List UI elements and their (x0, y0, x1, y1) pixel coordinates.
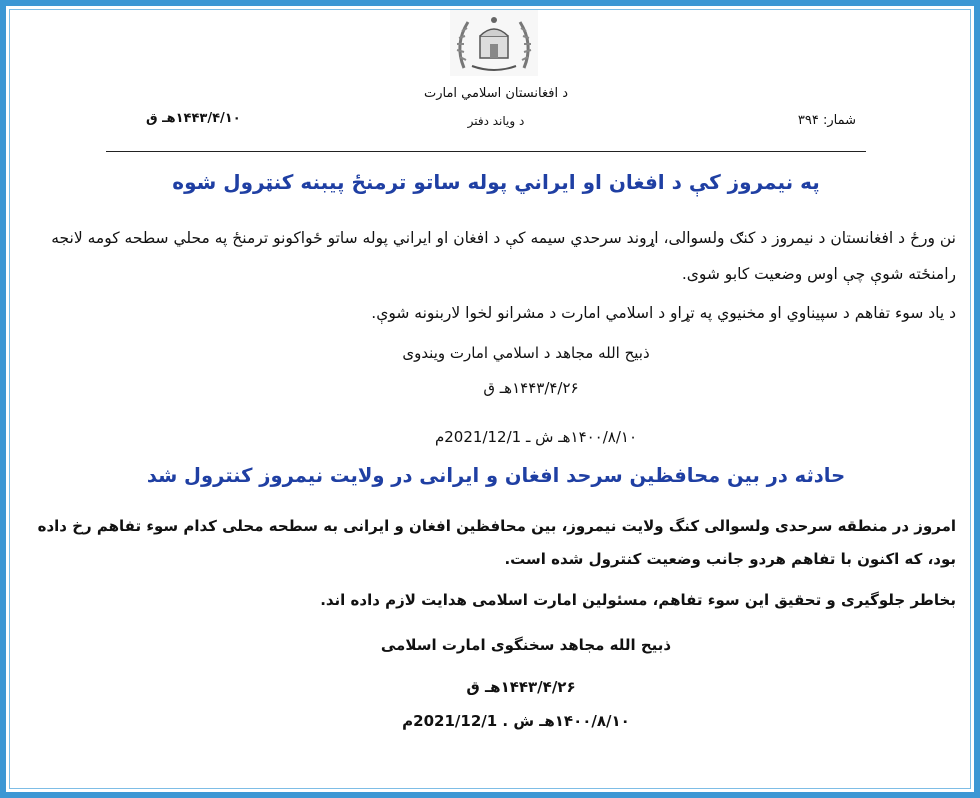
pashto-paragraph-1: نن ورځ د افغانستان د نيمروز د کنګ ولسوالی، اړوند سرحدي سيمه کې د افغان او ايراني پوله ساتو ځواکونو ترمنځ په محلي سطحه کومه لانجه رامنځته شوې چې اوس وضعيت کابو شوی. (51, 229, 956, 283)
office-name: د وياند دفتر (467, 114, 525, 128)
header-divider (106, 151, 866, 152)
document-number: شمار: ۳۹۴ (797, 113, 856, 128)
dari-date-solar: ۱۴۰۰/۸/۱۰هـ ش . 2021/12/1م (402, 712, 630, 730)
pashto-paragraph-2: د یاد سوء تفاهم د سپيناوي او مخنيوي په تړاو د اسلامي امارت د مشرانو لخوا لاربنونه شوې. (371, 304, 956, 322)
pashto-date-hijri: ۱۴۴۳/۴/۲۶هـ ق (483, 379, 579, 397)
pashto-signature: ذبيح الله مجاهد د اسلامي امارت ويندوی (402, 344, 650, 362)
pashto-title: په نیمروز کې د افغان او ایراني پوله ساتو ترمنځ پیبنه کنټرول شوه (172, 170, 820, 194)
dari-title: حادثه در بين محافظين سرحد افغان و ايرانى در ولايت نيمروز كنترول شد (146, 464, 846, 487)
dari-date-hijri: ۱۴۴۳/۴/۲۶هـ ق (466, 678, 576, 696)
header-date: ۱۴۴۳/۴/۱۰هـ ق (146, 111, 241, 126)
dari-paragraph-2: بخاطر جلوگیری و تحقیق این سوء تفاهم، مسئولین امارت اسلامی هدایت لازم داده اند. (320, 591, 956, 609)
dari-signature: ذبیح الله مجاهد سخنگوی امارت اسلامی (380, 636, 672, 654)
pashto-date-solar: ۱۴۰۰/۸/۱۰هـ ش ـ 2021/12/1م (434, 428, 638, 446)
emirate-emblem-icon (450, 10, 538, 76)
organization-name: د افغانستان اسلامي امارت (423, 86, 568, 101)
dari-paragraph-1: امروز در منطقه سرحدی ولسوالی کنگ ولایت نیمروز، بین محافظین افغان و ایرانی به سطحه محلی کدام سوء تفاهم رخ داده بود، که اکنون با تفاهم هردو جانب وضعیت کنترول شده است. (37, 517, 956, 568)
